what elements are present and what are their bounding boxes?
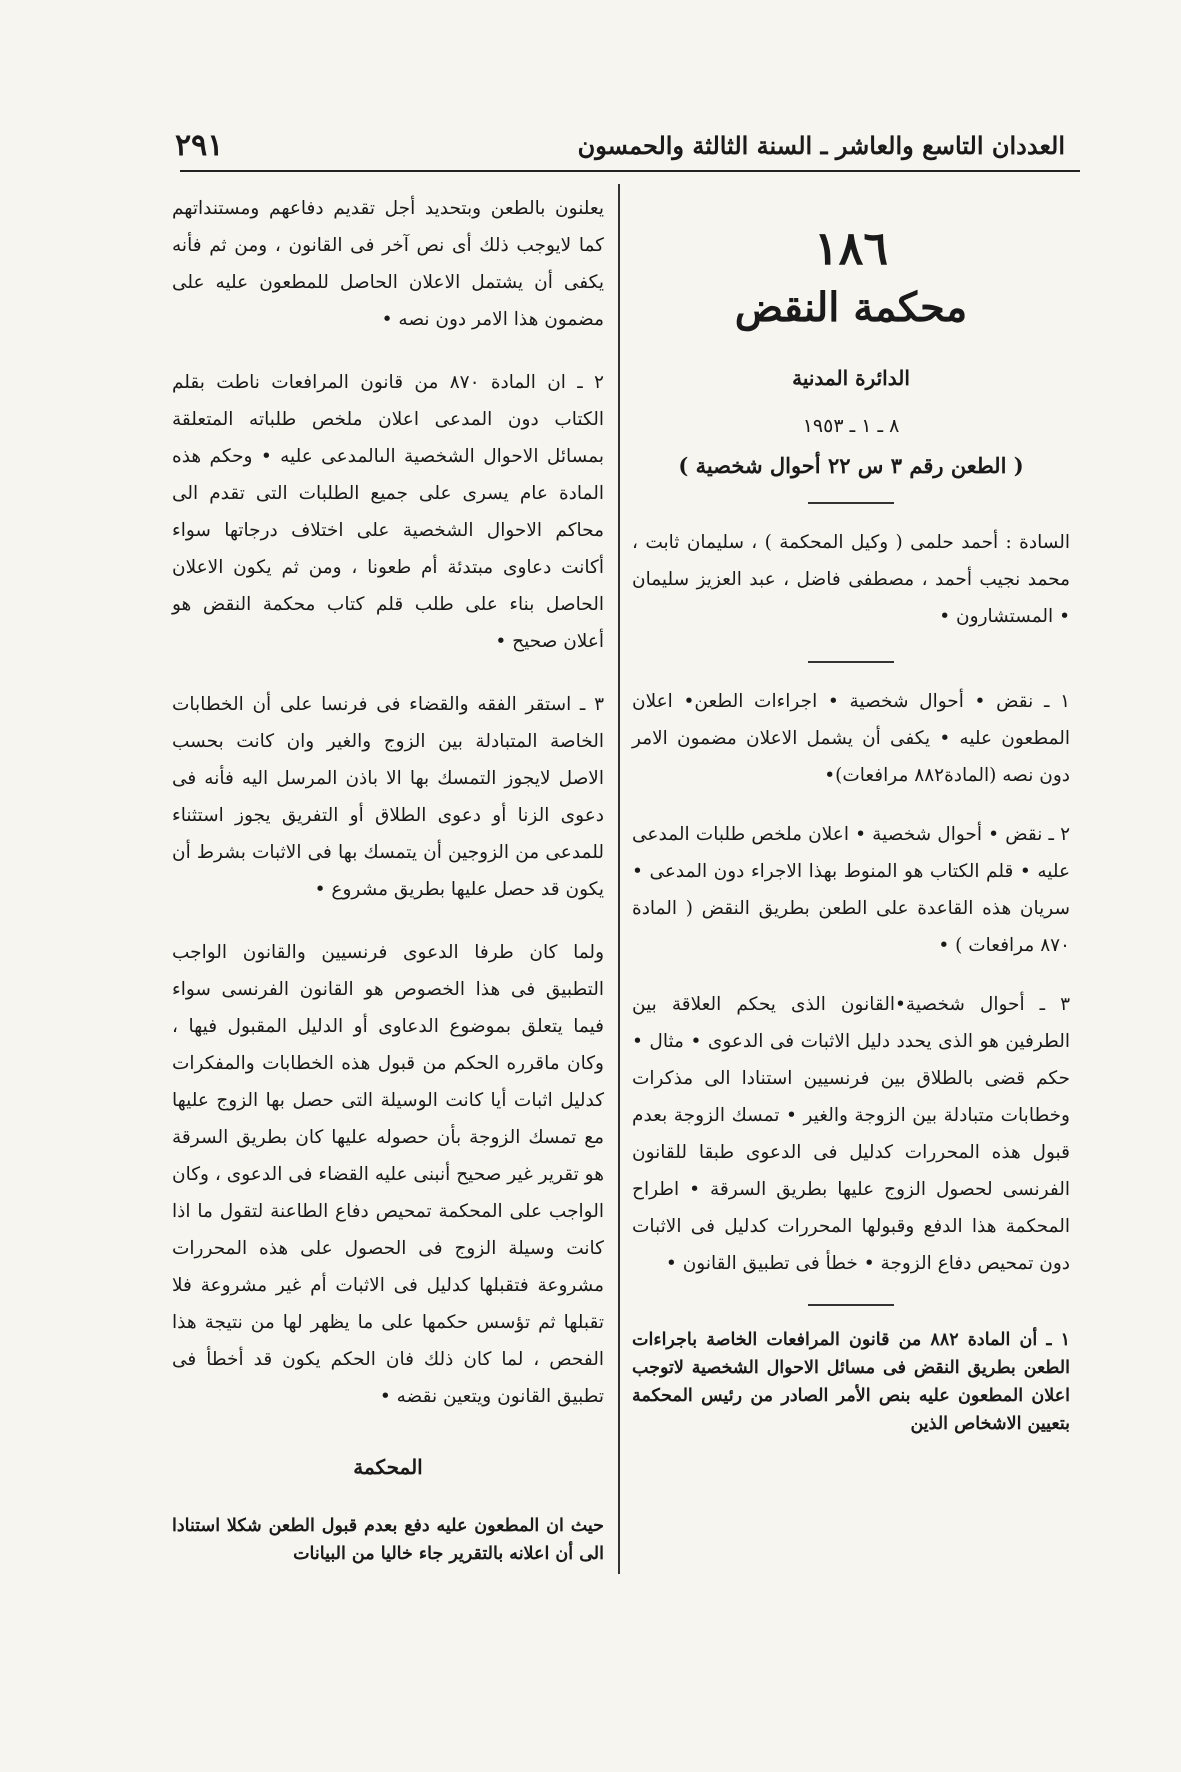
right-column xyxy=(632,190,1070,1464)
court-name: محكمة النقض xyxy=(734,284,968,331)
body-paragraph: ٣ ـ استقر الفقه والقضاء فى فرنسا على أن الخطابات الخاصة المتبادلة بين الزوج والغير وان كانت بحسب الاصل لايجوز التمسك بها الا باذن المرسل اليه فأنه فى دعوى الزنا أو دعوى الطلاق أو التفريق يجوز استثناء للمدعى من الزوجين أن يتمسك بها فى الاثبات بشرط أن يكون قد حصل عليها بطريق مشروع • xyxy=(172,694,604,900)
separator-rule xyxy=(808,661,894,663)
page-number: ٢٩١ xyxy=(175,127,224,163)
section-title: المحكمة xyxy=(353,1455,423,1479)
running-header xyxy=(175,122,1065,168)
summaries xyxy=(632,683,1070,1282)
circuit-name: الدائرة المدنية xyxy=(792,366,910,390)
column-divider xyxy=(618,184,620,1574)
summary-item: ٢ ـ نقض • أحوال شخصية • اعلان ملخص طلبات المدعى عليه • قلم الكتاب هو المنوط بهذا الاجراء دون المدعى • سريان هذه القاعدة على الطعن بطريق النقض ( المادة ٨٧٠ مرافعات ) • xyxy=(632,824,1070,956)
summary-item: ١ ـ نقض • أحوال شخصية • اجراءات الطعن• اعلان المطعون عليه • يكفى أن يشمل الاعلان مضمون الامر دون نصه (المادة٨٨٢ مرافعات)• xyxy=(632,691,1070,786)
ruling-date: ٨ ـ ١ ـ ١٩٥٣ xyxy=(802,415,900,437)
case-number: ١٨٦ xyxy=(813,221,889,275)
principle-paragraph: ١ ـ أن المادة ٨٨٢ من قانون المرافعات الخاصة باجراءات الطعن بطريق النقض فى مسائل الاحوال الشخصية لاتوجب اعلان المطعون عليه بنص الأمر الصادر من رئيس المحكمة بتعيين الاشخاص الذين xyxy=(632,1330,1070,1434)
separator-rule xyxy=(808,1304,894,1306)
header-title: العددان التاسع والعاشر ـ السنة الثالثة والحمسون xyxy=(577,130,1065,160)
summary-item: ٣ ـ أحوال شخصية•القانون الذى يحكم العلاقة بين الطرفين هو الذى يحدد دليل الاثبات فى الدعوى • مثال • حكم قضى بالطلاق بين فرنسيين استنادا الى مذكرات وخطابات متبادلة بين الزوجة والغير • تمسك الزوجة بعدم قبول هذه المحررات كدليل فى الدعوى طبقا للقانون الفرنسى لحصول الزوج عليها بطريق السرقة • اطراح المحكمة هذا الدفع وقبولها المحررات كدليل فى الاثبات دون تمحيص دفاع الزوجة • خطأ فى تطبيق القانون • xyxy=(632,994,1070,1274)
header-rule xyxy=(180,170,1080,172)
body-paragraph: ٢ ـ ان المادة ٨٧٠ من قانون المرافعات ناطت بقلم الكتاب دون المدعى اعلان ملخص طلباته المتعلقة بمسائل الاحوال الشخصية الىالمدعى عليه • وحكم هذه المادة عام يسرى على جميع الطلبات التى تقدم الى محاكم الاحوال الشخصية على اختلاف درجاتها سواء أكانت دعاوى مبتدئة أم طعونا ، ومن ثم يكون الاعلان الحاصل بناء على طلب قلم كتاب محكمة النقض هو أعلان صحيح • xyxy=(172,372,604,652)
body-paragraph: ولما كان طرفا الدعوى فرنسيين والقانون الواجب التطبيق فى هذا الخصوص هو القانون الفرنسى سواء فيما يتعلق بموضوع الدعاوى أو الدليل المقبول فيها ، وكان ماقرره الحكم من قبول هذه الخطابات والمفكرات كدليل اثبات أيا كانت الوسيلة التى حصل بها الزوج عليها مع تمسك الزوجة بأن حصوله عليها كان بطريق السرقة هو تقرير غير صحيح أنبنى عليه القضاء فى الدعوى ، وكان الواجب على المحكمة تمحيص دفاع الطاعنة لتقول ما اذا كانت وسيلة الزوج فى الحصول على هذه المحررات مشروعة فتقبلها كدليل فى الاثبات أم غير مشروعة فلا تقبلها ثم تؤسس حكمها على ما يظهر لها من نتيجة هذا الفحص ، لما كان ذلك فان الحكم يكون قد أخطأ فى تطبيق القانون ويتعين نقضه • xyxy=(172,942,604,1407)
court-opening-paragraph: حيث ان المطعون عليه دفع بعدم قبول الطعن شكلا استنادا الى أن اعلانه بالتقرير جاء خاليا من البيانات xyxy=(172,1516,604,1564)
judges-list: السادة : أحمد حلمى ( وكيل المحكمة ) ، سليمان ثابت ، محمد نجيب أحمد ، مصطفى فاضل ، عبد العزيز سليمان • المستشارون • xyxy=(632,532,1070,627)
case-reference: ( الطعن رقم ٣ س ٢٢ أحوال شخصية ) xyxy=(678,453,1024,478)
separator-rule xyxy=(808,502,894,504)
left-column xyxy=(172,190,604,1594)
body-paragraph: يعلنون بالطعن وبتحديد أجل تقديم دفاعهم ومستنداتهم كما لايوجب ذلك أى نص آخر فى القانون ، ومن ثم فأنه يكفى أن يشتمل الاعلان الحاصل للمطعون عليه على مضمون هذا الامر دون نصه • xyxy=(172,198,604,330)
